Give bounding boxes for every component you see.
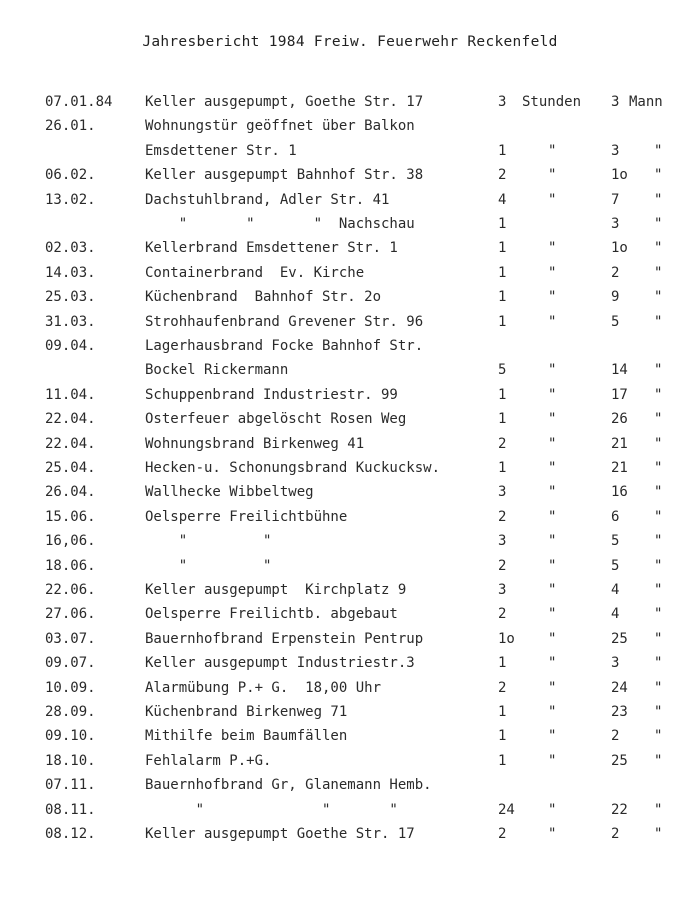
entry-men: 5 bbox=[611, 557, 620, 574]
hours-ditto-mark: " bbox=[548, 167, 557, 184]
table-row bbox=[0, 436, 700, 460]
entry-hours: 2 bbox=[498, 508, 507, 525]
entry-date: 02.03. bbox=[45, 240, 96, 257]
entry-date: 15.06. bbox=[45, 508, 96, 525]
entry-hours: 1 bbox=[498, 411, 507, 428]
table-row bbox=[0, 631, 700, 655]
table-row bbox=[0, 192, 700, 216]
entry-description: " " " Nachschau bbox=[145, 216, 415, 232]
entry-date: 08.11. bbox=[45, 801, 96, 818]
table-row bbox=[0, 338, 700, 362]
table-row bbox=[0, 680, 700, 704]
hours-ditto-mark: " bbox=[548, 606, 557, 623]
table-row bbox=[0, 460, 700, 484]
entry-description: Wallhecke Wibbeltweg bbox=[145, 484, 314, 501]
entry-description: Wohnungstür geöffnet über Balkon bbox=[145, 118, 415, 135]
men-ditto-mark: " bbox=[654, 142, 663, 159]
entry-date: 25.03. bbox=[45, 289, 96, 306]
table-row bbox=[0, 143, 700, 167]
hours-ditto-mark: " bbox=[548, 264, 557, 281]
men-ditto-mark: " bbox=[654, 508, 663, 525]
entry-hours: 3 bbox=[498, 484, 507, 501]
entry-hours: 1 bbox=[498, 655, 507, 672]
entry-description: Keller ausgepumpt, Goethe Str. 17 bbox=[145, 94, 424, 110]
report-title: Jahresbericht 1984 Freiw. Feuerwehr Reckenfeld bbox=[142, 34, 558, 50]
table-row bbox=[0, 533, 700, 557]
entry-date: 28.09. bbox=[45, 704, 96, 720]
entry-description: Lagerhausbrand Focke Bahnhof Str. bbox=[145, 338, 424, 354]
hours-ditto-mark: " bbox=[548, 289, 557, 306]
table-row bbox=[0, 387, 700, 411]
table-row bbox=[0, 777, 700, 801]
hours-ditto-mark: " bbox=[548, 484, 557, 501]
men-ditto-mark: " bbox=[654, 435, 663, 452]
entry-men: 4 bbox=[611, 582, 620, 598]
entry-hours: 1 bbox=[498, 386, 507, 403]
entry-description: Osterfeuer abgelöscht Rosen Weg bbox=[145, 411, 407, 428]
hours-ditto-mark: " bbox=[548, 411, 557, 428]
entry-men: 21 bbox=[611, 460, 628, 476]
entry-date: 07.11. bbox=[45, 777, 96, 794]
table-row bbox=[0, 411, 700, 435]
table-row bbox=[0, 118, 700, 142]
table-row bbox=[0, 314, 700, 338]
entry-hours: 2 bbox=[498, 167, 507, 184]
hours-ditto-mark: " bbox=[548, 191, 557, 208]
entry-description: Oelsperre Freilichtbühne bbox=[145, 508, 348, 525]
hours-ditto-mark: " bbox=[548, 508, 557, 525]
entry-description: " " bbox=[145, 557, 272, 574]
hours-ditto-mark: " bbox=[548, 679, 557, 696]
entry-hours: 2 bbox=[498, 557, 507, 574]
entry-men: 23 bbox=[611, 704, 628, 720]
hours-ditto-mark: " bbox=[548, 704, 557, 720]
men-ditto-mark: " bbox=[654, 826, 663, 842]
entry-men: 16 bbox=[611, 484, 628, 501]
men-ditto-mark: " bbox=[654, 264, 663, 281]
entry-men: 2 bbox=[611, 728, 620, 745]
entry-hours: 3 bbox=[498, 533, 507, 550]
entry-date: 26.04. bbox=[45, 484, 96, 501]
table-row bbox=[0, 753, 700, 777]
entry-date: 26.01. bbox=[45, 118, 96, 135]
entry-hours: 24 bbox=[498, 801, 515, 818]
entry-description: Keller ausgepumpt Industriestr.3 bbox=[145, 655, 415, 672]
entry-hours: 1 bbox=[498, 142, 507, 159]
men-unit-label: Mann bbox=[629, 94, 663, 110]
men-ditto-mark: " bbox=[654, 313, 663, 330]
men-ditto-mark: " bbox=[654, 606, 663, 623]
entry-description: Hecken-u. Schonungsbrand Kuckucksw. bbox=[145, 460, 441, 476]
men-ditto-mark: " bbox=[654, 630, 663, 647]
hours-ditto-mark: " bbox=[548, 557, 557, 574]
hours-ditto-mark: " bbox=[548, 240, 557, 257]
entry-date: 09.07. bbox=[45, 655, 96, 672]
table-row bbox=[0, 216, 700, 240]
entry-description: Küchenbrand Bahnhof Str. 2o bbox=[145, 289, 382, 306]
table-row bbox=[0, 289, 700, 313]
table-row bbox=[0, 240, 700, 264]
entry-men: 5 bbox=[611, 313, 620, 330]
entry-date: 09.10. bbox=[45, 728, 96, 745]
entry-hours: 1 bbox=[498, 216, 507, 232]
entry-date: 11.04. bbox=[45, 386, 96, 403]
men-ditto-mark: " bbox=[654, 752, 663, 769]
table-row bbox=[0, 826, 700, 850]
entry-hours: 1 bbox=[498, 264, 507, 281]
entry-date: 18.10. bbox=[45, 752, 96, 769]
table-row bbox=[0, 606, 700, 630]
entry-men: 26 bbox=[611, 411, 628, 428]
men-ditto-mark: " bbox=[654, 704, 663, 720]
men-ditto-mark: " bbox=[654, 679, 663, 696]
entry-description: Emsdettener Str. 1 bbox=[145, 142, 297, 159]
hours-ditto-mark: " bbox=[548, 752, 557, 769]
entry-description: Mithilfe beim Baumfällen bbox=[145, 728, 348, 745]
entry-date: 25.04. bbox=[45, 460, 96, 476]
entry-description: Alarmübung P.+ G. 18,00 Uhr bbox=[145, 679, 382, 696]
hours-ditto-mark: " bbox=[548, 386, 557, 403]
entry-description: Fehlalarm P.+G. bbox=[145, 752, 272, 769]
entry-men: 24 bbox=[611, 679, 628, 696]
entry-hours: 2 bbox=[498, 435, 507, 452]
entry-description: Bauernhofbrand Erpenstein Pentrup bbox=[145, 630, 424, 647]
men-ditto-mark: " bbox=[654, 728, 663, 745]
entry-men: 3 bbox=[611, 94, 620, 110]
table-row bbox=[0, 728, 700, 752]
entry-description: Strohhaufenbrand Grevener Str. 96 bbox=[145, 313, 424, 330]
entry-date: 07.01.84 bbox=[45, 94, 113, 110]
entry-men: 22 bbox=[611, 801, 628, 818]
entry-men: 7 bbox=[611, 191, 620, 208]
men-ditto-mark: " bbox=[654, 801, 663, 818]
men-ditto-mark: " bbox=[654, 582, 663, 598]
entry-men: 17 bbox=[611, 386, 628, 403]
entry-date: 22.04. bbox=[45, 435, 96, 452]
entry-hours: 1 bbox=[498, 704, 507, 720]
table-row bbox=[0, 704, 700, 728]
table-row bbox=[0, 802, 700, 826]
entry-men: 6 bbox=[611, 508, 620, 525]
men-ditto-mark: " bbox=[654, 533, 663, 550]
entry-men: 2 bbox=[611, 826, 620, 842]
entry-description: Keller ausgepumpt Bahnhof Str. 38 bbox=[145, 167, 424, 184]
entry-date: 22.04. bbox=[45, 411, 96, 428]
entry-date: 08.12. bbox=[45, 826, 96, 842]
hours-ditto-mark: " bbox=[548, 630, 557, 647]
entry-description: Keller ausgepumpt Kirchplatz 9 bbox=[145, 582, 407, 598]
entry-men: 25 bbox=[611, 752, 628, 769]
entry-hours: 1 bbox=[498, 313, 507, 330]
entry-men: 25 bbox=[611, 630, 628, 647]
entry-description: " " " bbox=[145, 801, 398, 818]
table-row bbox=[0, 167, 700, 191]
entry-men: 3 bbox=[611, 655, 620, 672]
entry-date: 18.06. bbox=[45, 557, 96, 574]
hours-unit-label: Stunden bbox=[522, 94, 582, 110]
men-ditto-mark: " bbox=[654, 655, 663, 672]
entry-hours: 1o bbox=[498, 630, 515, 647]
table-row bbox=[0, 509, 700, 533]
entry-men: 3 bbox=[611, 216, 620, 232]
entry-description: Bauernhofbrand Gr, Glanemann Hemb. bbox=[145, 777, 432, 794]
hours-ditto-mark: " bbox=[548, 533, 557, 550]
table-row bbox=[0, 362, 700, 386]
entry-hours: 2 bbox=[498, 826, 507, 842]
entry-date: 09.04. bbox=[45, 338, 96, 354]
hours-ditto-mark: " bbox=[548, 826, 557, 842]
entry-date: 27.06. bbox=[45, 606, 96, 623]
men-ditto-mark: " bbox=[654, 191, 663, 208]
entry-men: 4 bbox=[611, 606, 620, 623]
entry-description: Kellerbrand Emsdettener Str. 1 bbox=[145, 240, 398, 257]
hours-ditto-mark: " bbox=[548, 435, 557, 452]
hours-ditto-mark: " bbox=[548, 362, 557, 379]
hours-ditto-mark: " bbox=[548, 582, 557, 598]
entry-men: 9 bbox=[611, 289, 620, 306]
entry-men: 1o bbox=[611, 240, 628, 257]
entry-men: 21 bbox=[611, 435, 628, 452]
entry-hours: 1 bbox=[498, 460, 507, 476]
entry-hours: 1 bbox=[498, 728, 507, 745]
table-row bbox=[0, 94, 700, 118]
entry-description: Schuppenbrand Industriestr. 99 bbox=[145, 386, 398, 403]
entry-men: 2 bbox=[611, 264, 620, 281]
table-row bbox=[0, 655, 700, 679]
entry-hours: 2 bbox=[498, 679, 507, 696]
entry-men: 14 bbox=[611, 362, 628, 379]
men-ditto-mark: " bbox=[654, 216, 663, 232]
entry-hours: 3 bbox=[498, 94, 507, 110]
entry-description: Dachstuhlbrand, Adler Str. 41 bbox=[145, 191, 390, 208]
table-row bbox=[0, 484, 700, 508]
entry-men: 1o bbox=[611, 167, 628, 184]
entry-hours: 2 bbox=[498, 606, 507, 623]
hours-ditto-mark: " bbox=[548, 460, 557, 476]
entry-hours: 1 bbox=[498, 752, 507, 769]
entry-date: 31.03. bbox=[45, 313, 96, 330]
men-ditto-mark: " bbox=[654, 386, 663, 403]
entry-description: " " bbox=[145, 533, 272, 550]
entry-date: 10.09. bbox=[45, 679, 96, 696]
entry-description: Oelsperre Freilichtb. abgebaut bbox=[145, 606, 398, 623]
men-ditto-mark: " bbox=[654, 460, 663, 476]
men-ditto-mark: " bbox=[654, 167, 663, 184]
entry-date: 14.03. bbox=[45, 264, 96, 281]
table-row bbox=[0, 582, 700, 606]
men-ditto-mark: " bbox=[654, 240, 663, 257]
men-ditto-mark: " bbox=[654, 557, 663, 574]
entry-date: 16,06. bbox=[45, 533, 96, 550]
entry-men: 5 bbox=[611, 533, 620, 550]
entry-description: Containerbrand Ev. Kirche bbox=[145, 264, 365, 281]
men-ditto-mark: " bbox=[654, 362, 663, 379]
men-ditto-mark: " bbox=[654, 411, 663, 428]
hours-ditto-mark: " bbox=[548, 313, 557, 330]
entry-date: 06.02. bbox=[45, 167, 96, 184]
hours-ditto-mark: " bbox=[548, 142, 557, 159]
entry-description: Keller ausgepumpt Goethe Str. 17 bbox=[145, 826, 415, 842]
entry-hours: 1 bbox=[498, 240, 507, 257]
entry-description: Bockel Rickermann bbox=[145, 362, 289, 379]
entry-date: 03.07. bbox=[45, 630, 96, 647]
entry-date: 13.02. bbox=[45, 191, 96, 208]
entry-hours: 1 bbox=[498, 289, 507, 306]
men-ditto-mark: " bbox=[654, 484, 663, 501]
entry-hours: 4 bbox=[498, 191, 507, 208]
entry-description: Wohnungsbrand Birkenweg 41 bbox=[145, 435, 365, 452]
entry-description: Küchenbrand Birkenweg 71 bbox=[145, 704, 348, 720]
entry-hours: 3 bbox=[498, 582, 507, 598]
table-row bbox=[0, 558, 700, 582]
table-row bbox=[0, 265, 700, 289]
men-ditto-mark: " bbox=[654, 289, 663, 306]
hours-ditto-mark: " bbox=[548, 801, 557, 818]
hours-ditto-mark: " bbox=[548, 728, 557, 745]
entry-date: 22.06. bbox=[45, 582, 96, 598]
entry-hours: 5 bbox=[498, 362, 507, 379]
entry-men: 3 bbox=[611, 142, 620, 159]
hours-ditto-mark: " bbox=[548, 655, 557, 672]
